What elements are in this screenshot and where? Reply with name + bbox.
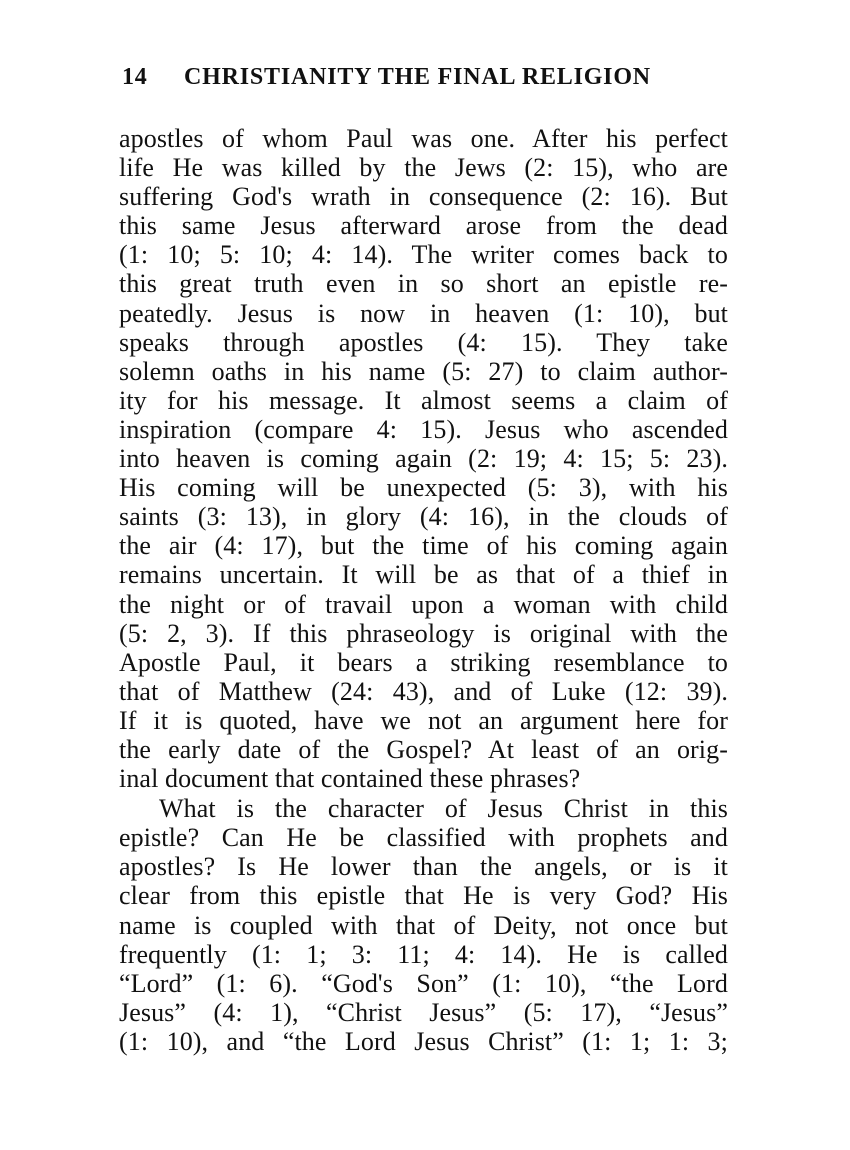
text-line: the night or of travail upon a woman with child bbox=[119, 589, 728, 619]
paragraph bbox=[119, 124, 728, 793]
text-line: clear from this epistle that He is very God? His bbox=[119, 881, 728, 911]
text-line: (5: 2, 3). If this phraseology is original with the bbox=[119, 618, 728, 648]
text-line: that of Matthew (24: 43), and of Luke (12: 39). bbox=[119, 676, 728, 706]
body-text bbox=[119, 124, 728, 1056]
text-line: His coming will be unexpected (5: 3), with his bbox=[119, 473, 728, 503]
text-line: frequently (1: 1; 3: 11; 4: 14). He is called bbox=[119, 939, 728, 969]
text-line: inal document that contained these phrases? bbox=[119, 764, 581, 794]
text-line: suffering God's wrath in consequence (2: 16). But bbox=[119, 182, 728, 212]
page-number: 14 bbox=[122, 64, 148, 90]
text-line: peatedly. Jesus is now in heaven (1: 10), but bbox=[119, 298, 728, 328]
text-line: apostles? Is He lower than the angels, or is it bbox=[119, 852, 728, 882]
text-line: speaks through apostles (4: 15). They take bbox=[119, 327, 728, 357]
text-line: this great truth even in so short an epistle re- bbox=[119, 269, 728, 299]
text-line: life He was killed by the Jews (2: 15), who are bbox=[119, 153, 728, 183]
paragraph bbox=[119, 794, 728, 1056]
text-line: into heaven is coming again (2: 19; 4: 15; 5: 23). bbox=[119, 444, 728, 474]
text-line: saints (3: 13), in glory (4: 16), in the clouds of bbox=[119, 502, 728, 532]
running-header bbox=[122, 64, 732, 100]
text-line: this same Jesus afterward arose from the dead bbox=[119, 211, 728, 241]
book-title: CHRISTIANITY THE FINAL RELIGION bbox=[184, 64, 651, 90]
text-line: Apostle Paul, it bears a striking resemblance to bbox=[119, 647, 728, 677]
text-line: apostles of whom Paul was one. After his perfect bbox=[119, 124, 728, 153]
text-line: What is the character of Jesus Christ in this bbox=[159, 794, 728, 824]
text-line: inspiration (compare 4: 15). Jesus who ascended bbox=[119, 414, 728, 444]
text-line: the air (4: 17), but the time of his coming again bbox=[119, 531, 728, 561]
text-line: “Lord” (1: 6). “God's Son” (1: 10), “the Lord bbox=[119, 968, 728, 998]
text-line: epistle? Can He be classified with prophets and bbox=[119, 823, 728, 853]
text-line: (1: 10), and “the Lord Jesus Christ” (1: 1; 1: 3; bbox=[119, 1026, 728, 1056]
text-line: name is coupled with that of Deity, not once but bbox=[119, 910, 728, 940]
text-line: solemn oaths in his name (5: 27) to claim author- bbox=[119, 356, 728, 386]
text-line: the early date of the Gospel? At least of an orig- bbox=[119, 734, 728, 764]
text-line: (1: 10; 5: 10; 4: 14). The writer comes back to bbox=[119, 240, 728, 270]
text-line: remains uncertain. It will be as that of a thief in bbox=[119, 560, 728, 590]
text-line: Jesus” (4: 1), “Christ Jesus” (5: 17), “Jesus” bbox=[119, 997, 728, 1027]
text-line: ity for his message. It almost seems a claim of bbox=[119, 385, 728, 415]
text-line: If it is quoted, have we not an argument here for bbox=[119, 705, 728, 735]
